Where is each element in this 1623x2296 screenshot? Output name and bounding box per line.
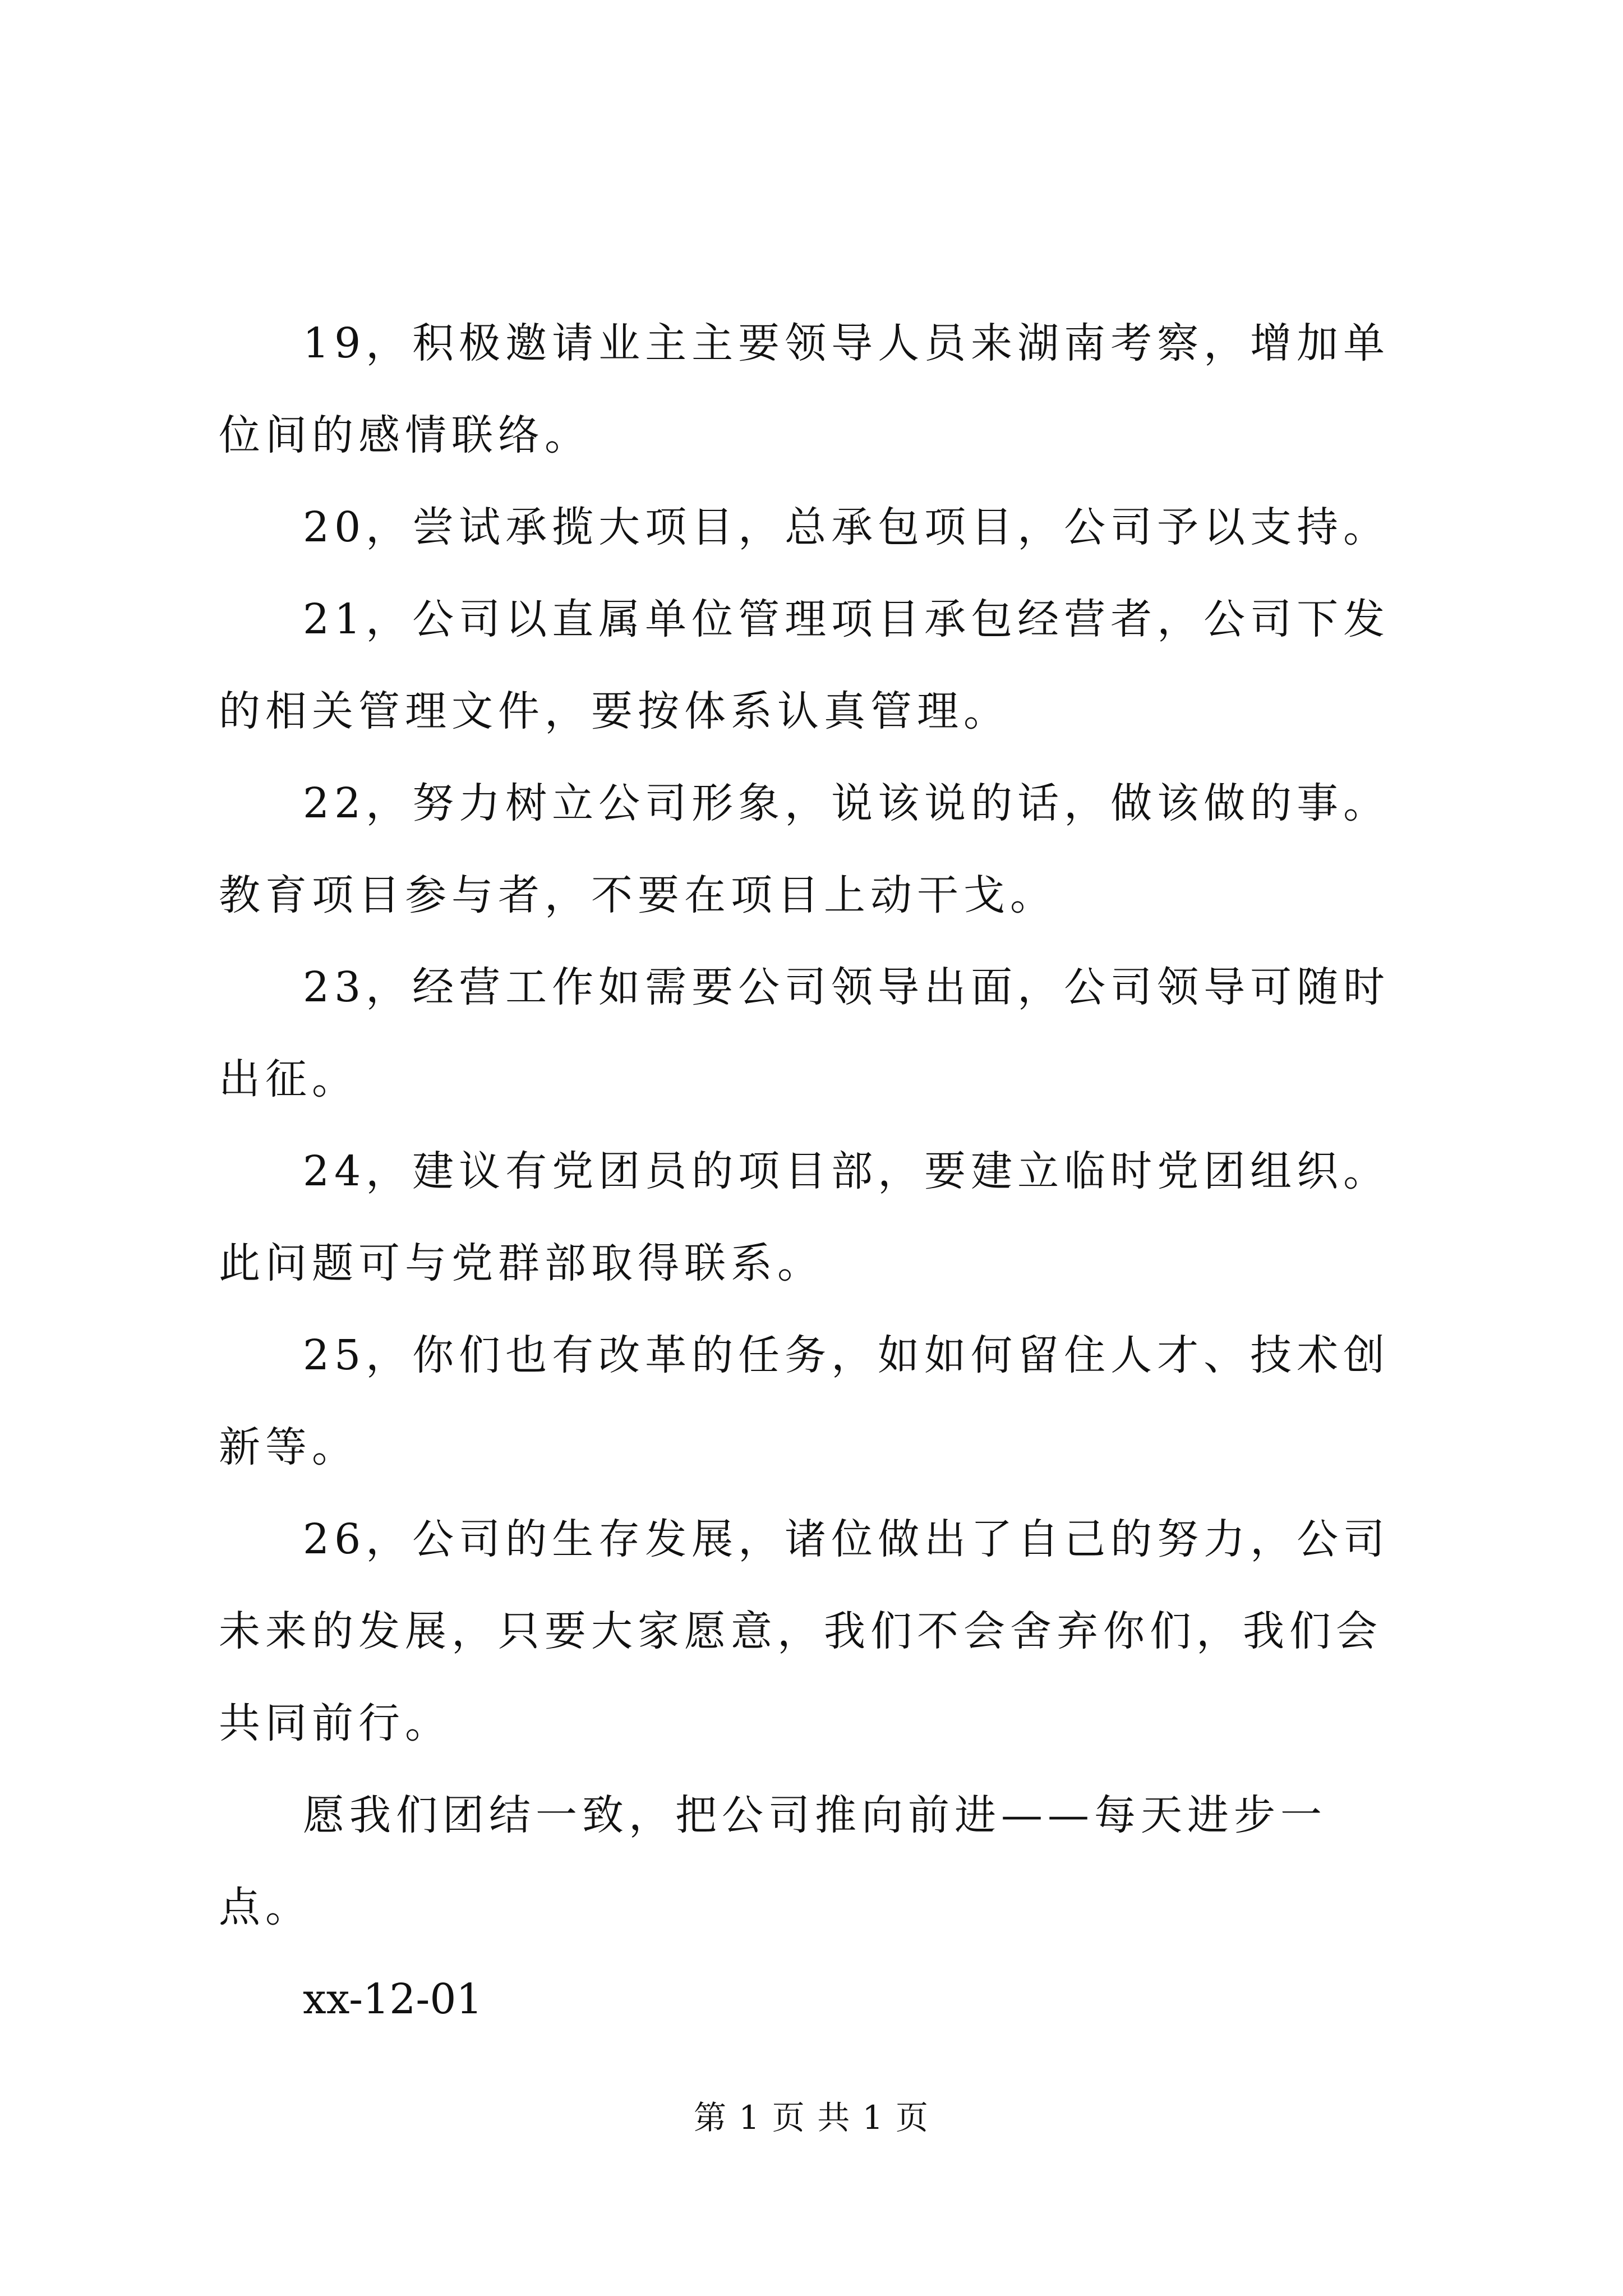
paragraph-22: 22，努力树立公司形象，说该说的话，做该做的事。教育项目参与者，不要在项目上动干戈。: [219, 779, 1390, 919]
paragraph-26: 26，公司的生存发展，诸位做出了自己的努力，公司未来的发展，只要大家愿意，我们不会舍弃你们，我们会共同前行。: [219, 1515, 1390, 1747]
paragraph-24: 24，建议有党团员的项目部，要建立临时党团组织。此问题可与党群部取得联系。: [219, 1147, 1390, 1287]
document-body: [219, 297, 1410, 2045]
paragraph-19: 19，积极邀请业主主要领导人员来湖南考察，增加单位间的感情联络。: [219, 319, 1390, 459]
paragraph-20: 20，尝试承揽大项目，总承包项目，公司予以支持。: [303, 503, 1390, 551]
closing-paragraph: 愿我们团结一致，把公司推向前进——每天进步一点。: [219, 1791, 1327, 1931]
page-footer: 第 1 页 共 1 页: [694, 2099, 929, 2137]
paragraph-21: 21，公司以直属单位管理项目承包经营者，公司下发的相关管理文件，要按体系认真管理。: [219, 595, 1390, 735]
paragraph-25: 25，你们也有改革的任务，如如何留住人才、技术创新等。: [219, 1331, 1390, 1471]
paragraph-23: 23，经营工作如需要公司领导出面，公司领导可随时出征。: [219, 963, 1390, 1103]
document-date: xx-12-01: [303, 1975, 483, 2023]
